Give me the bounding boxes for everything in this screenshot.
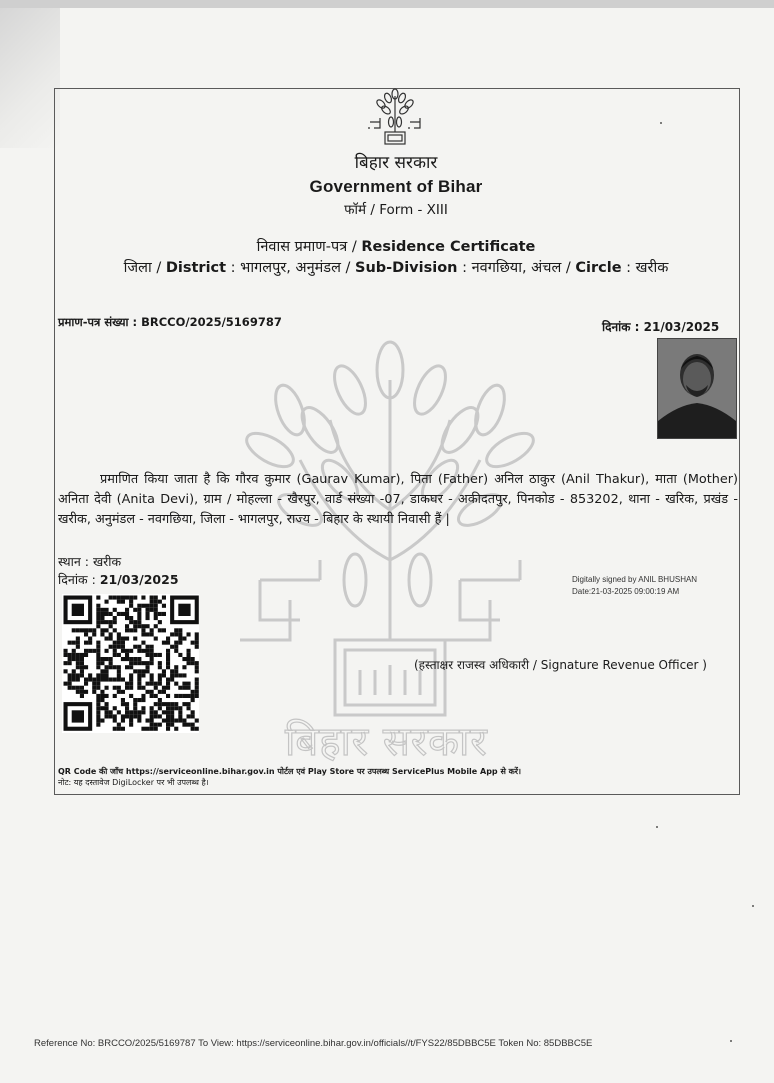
district-value: : भागलपुर, अनुमंडल / [226,260,355,276]
qr-code-icon [62,594,199,733]
paper-speck [660,122,662,124]
signature-officer-english: Signature Revenue Officer ) [540,658,707,672]
paper-speck [752,905,754,907]
issue-date-value: 21/03/2025 [99,572,179,587]
paper-speck [730,1040,732,1042]
digital-signature-line1: Digitally signed by ANIL BHUSHAN [572,575,698,584]
watermark-text: बिहार सरकार [285,719,488,765]
qr-code[interactable] [62,594,199,733]
reference-footer: Reference No: BRCCO/2025/5169787 To View: https://serviceonline.bihar.gov.in/officials//t/FYS22/85DBBC5E Token No: 85DBBC5E [34,1038,593,1049]
form-number: फॉर्म / Form - XIII [344,202,448,218]
title-hindi: निवास प्रमाण-पत्र / [256,239,362,255]
certificate-date: दिनांक : 21/03/2025 [602,320,720,334]
issue-date-line [58,571,179,588]
paper-speck [656,826,658,828]
issue-date-label: दिनांक : [58,572,100,587]
person-photo-icon [658,339,736,438]
verification-notes [58,766,521,788]
bihar-emblem-icon [364,88,426,150]
subdivision-value: : नवगछिया, अंचल / [457,260,576,276]
qr-verification-note: QR Code की जाँच https://serviceonline.bihar.gov.in पोर्टल एवं Play Store पर उपलब्ध ServicePlus Mobile App से करें। [58,767,522,776]
place-value: खरीक [92,554,122,569]
title-english: Residence Certificate [361,239,536,255]
circle-value: : खरीक [621,260,669,276]
circle-label: Circle [575,260,622,276]
district-line [54,257,738,277]
certificate-body: प्रमाणित किया जाता है कि गौरव कुमार (Gaurav Kumar), पिता (Father) अनिल ठाकुर (Anil Thakur), माता (Mother) अनिता देवी (Anita Devi), ग्राम / मोहल्ला - खैरपुर, वार्ड संख्या -07, डाकघर - अकीदतपुर, पिनकोड - 853202, थाना - खरिक, प्रखंड - खरीक, अनुमंडल - नवगछिया, जिला - भागलपुर, राज्य - बिहार के स्थायी निवासी हैं | [58,472,738,527]
digital-signature-line2: Date:21-03-2025 09:00:19 AM [572,586,680,596]
subdivision-label: Sub-Division [355,260,458,276]
place-line [58,553,121,570]
place-label: स्थान : [58,554,93,569]
district-hindi-label: जिला / [123,260,166,276]
certificate-title [54,236,738,256]
digital-signature [572,574,697,597]
government-heading: Government of Bihar [309,177,483,196]
paper-fold [0,8,60,148]
district-label: District [165,260,227,276]
certificate-number: प्रमाण-पत्र संख्या : BRCCO/2025/5169787 [58,315,282,329]
signature-officer-hindi: (हस्ताक्षर राजस्व अधिकारी / [414,658,541,672]
digilocker-note: नोट: यह दस्तावेज DigiLocker पर भी उपलब्ध है। [58,778,209,787]
signature-officer [414,656,707,673]
holder-photo [657,338,737,439]
government-hindi-heading: बिहार सरकार [354,153,438,173]
